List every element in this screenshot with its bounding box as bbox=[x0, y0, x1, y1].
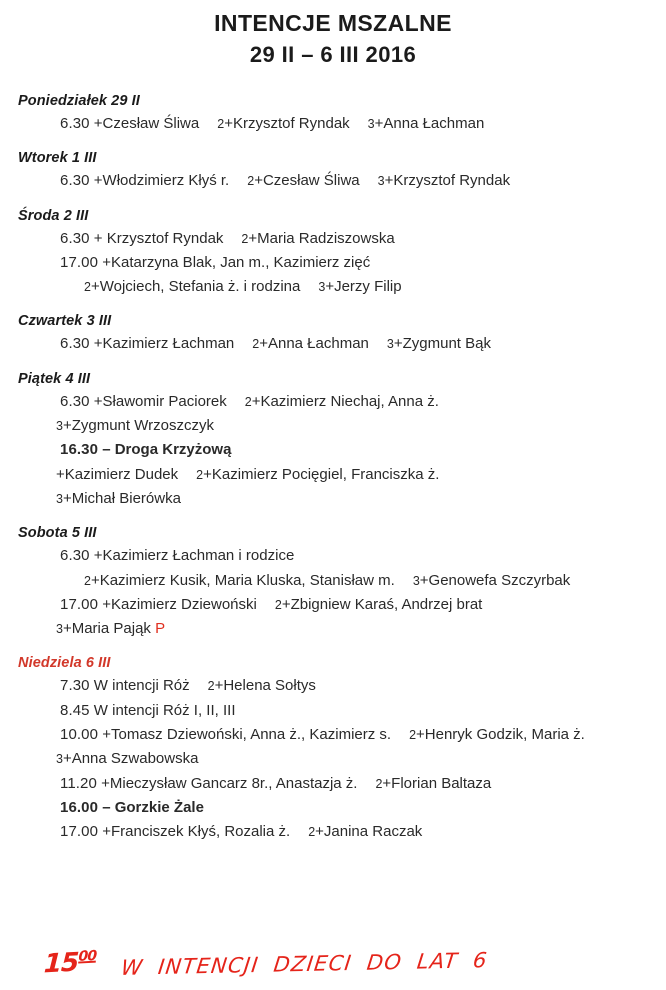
mass-entry bbox=[56, 487, 666, 511]
mass-entry bbox=[60, 251, 666, 275]
mass-intention: 3+Anna Szwabowska bbox=[56, 750, 199, 768]
day-section bbox=[0, 525, 666, 641]
mass-intention: 3+Genowefa Szczyrbak bbox=[412, 571, 571, 589]
mass-entry bbox=[60, 544, 666, 568]
mass-intention: +Włodzimierz Kłyś r. bbox=[93, 172, 230, 190]
intention-number: 3 bbox=[56, 419, 63, 434]
mass-entry bbox=[60, 169, 666, 193]
intention-number: 2 bbox=[84, 573, 91, 588]
intention-number: 2 bbox=[217, 116, 225, 131]
mass-entry bbox=[84, 569, 666, 593]
mass-entry bbox=[60, 593, 666, 617]
mass-intention: 2+Janina Raczak bbox=[308, 823, 423, 841]
mass-intention: 2+Czesław Śliwa bbox=[247, 172, 360, 190]
mass-intention: 2+Kazimierz Pocięgiel, Franciszka ż. bbox=[196, 465, 440, 483]
day-section bbox=[0, 655, 666, 844]
day-heading: Czwartek 3 III bbox=[18, 313, 112, 330]
day-heading: Piątek 4 III bbox=[18, 370, 91, 387]
mass-entry bbox=[84, 275, 666, 299]
mass-entry bbox=[60, 820, 666, 844]
mass-intention: 3+Michał Bierówka bbox=[56, 489, 181, 507]
mass-intention: 2+Zbigniew Karaś, Andrzej brat bbox=[274, 595, 483, 613]
day-heading: Środa 2 III bbox=[18, 207, 89, 224]
intention-number: 3 bbox=[318, 280, 326, 295]
mass-entry bbox=[60, 332, 666, 356]
mass-entry bbox=[60, 438, 666, 462]
mass-intention: 3+Zygmunt Bąk bbox=[386, 335, 491, 353]
mass-intention: +Czesław Śliwa bbox=[93, 114, 200, 132]
intention-number: 2 bbox=[84, 280, 91, 295]
intention-number: 3 bbox=[56, 752, 63, 767]
mass-time: 8.45 bbox=[60, 701, 90, 719]
mass-intention: +Sławomir Paciorek bbox=[93, 392, 227, 410]
mass-entry bbox=[56, 617, 666, 641]
intention-number: 2 bbox=[252, 337, 260, 352]
mass-entry bbox=[60, 390, 666, 414]
day-heading: Wtorek 1 III bbox=[18, 150, 97, 167]
mass-intention: W intencji Róż I, II, III bbox=[93, 701, 236, 719]
mass-intention: – Droga Krzyżową bbox=[102, 441, 232, 459]
day-section bbox=[0, 93, 666, 136]
mass-entry bbox=[60, 699, 666, 723]
mass-intention: +Kazimierz Dudek bbox=[56, 465, 179, 483]
mass-intention: 2+Maria Radziszowska bbox=[241, 229, 395, 247]
intention-number: 2 bbox=[274, 597, 282, 612]
intention-number: 3 bbox=[56, 622, 63, 637]
mass-intention: +Mieczysław Gancarz 8r., Anastazja ż. bbox=[101, 774, 358, 792]
mass-intention: 3+Krzysztof Ryndak bbox=[377, 172, 511, 190]
mass-intention: 2+Henryk Godzik, Maria ż. bbox=[409, 725, 585, 743]
mass-intention: +Katarzyna Blak, Jan m., Kazimierz zięć bbox=[102, 253, 371, 271]
mass-intention: – Gorzkie Żale bbox=[102, 798, 204, 816]
mass-intention: +Kazimierz Łachman bbox=[93, 335, 235, 353]
handwritten-note bbox=[44, 948, 487, 978]
intention-number: 3 bbox=[377, 174, 385, 189]
mass-entry bbox=[56, 414, 666, 438]
handwritten-text: W INTENCJI DZIECI DO LAT 6 bbox=[119, 948, 489, 980]
mass-time: 6.30 bbox=[60, 392, 90, 410]
mass-intention: 3+Maria Pająk bbox=[56, 620, 151, 638]
page-subtitle: 29 II – 6 III 2016 bbox=[249, 42, 417, 68]
mass-intention: W intencji Róż bbox=[93, 677, 190, 695]
mass-intention: 2+Krzysztof Ryndak bbox=[217, 114, 350, 132]
mass-time: 16.30 bbox=[60, 441, 99, 459]
mass-entry bbox=[56, 463, 666, 487]
mass-intention: 2+Anna Łachman bbox=[252, 335, 369, 353]
mass-time: 6.30 bbox=[60, 335, 90, 353]
mass-entry bbox=[60, 227, 666, 251]
intention-number: 3 bbox=[56, 491, 63, 506]
intention-number: 3 bbox=[367, 116, 375, 131]
intention-number: 2 bbox=[241, 231, 249, 246]
mass-intention: 2+Kazimierz Niechaj, Anna ż. bbox=[244, 392, 439, 410]
day-heading: Poniedziałek 29 II bbox=[18, 92, 140, 109]
mass-entry bbox=[60, 723, 666, 747]
day-section bbox=[0, 371, 666, 511]
handwritten-time bbox=[43, 947, 96, 980]
schedule-list bbox=[0, 93, 666, 845]
intention-number: 2 bbox=[409, 727, 417, 742]
intention-number: 2 bbox=[196, 467, 204, 482]
mass-time: 6.30 bbox=[60, 547, 90, 565]
intention-number: 2 bbox=[375, 776, 383, 791]
mass-intention: +Franciszek Kłyś, Rozalia ż. bbox=[102, 823, 291, 841]
mass-time: 17.00 bbox=[60, 823, 99, 841]
mass-entry bbox=[56, 747, 666, 771]
mass-entry bbox=[60, 772, 666, 796]
intention-number: 2 bbox=[247, 174, 255, 189]
title-block bbox=[0, 0, 666, 71]
mass-intention: 3+Jerzy Filip bbox=[318, 278, 402, 296]
handwritten-time-minutes: 00 bbox=[78, 948, 97, 965]
mass-intention: 3+Zygmunt Wrzoszczyk bbox=[56, 417, 214, 435]
mass-intention: 2+Helena Sołtys bbox=[207, 677, 316, 695]
day-heading: Sobota 5 III bbox=[18, 525, 97, 542]
mass-entry bbox=[60, 674, 666, 698]
intention-number: 2 bbox=[207, 679, 215, 694]
mass-time: 7.30 bbox=[60, 677, 90, 695]
mass-time: 6.30 bbox=[60, 114, 90, 132]
page-title: INTENCJE MSZALNE bbox=[214, 10, 452, 36]
day-section bbox=[0, 208, 666, 300]
mass-time: 17.00 bbox=[60, 595, 99, 613]
intention-number: 2 bbox=[244, 394, 252, 409]
mass-time: 11.20 bbox=[60, 774, 97, 792]
mass-intention: +Kazimierz Dziewoński bbox=[102, 595, 257, 613]
day-section bbox=[0, 150, 666, 193]
handwritten-time-main: 15 bbox=[43, 947, 80, 980]
day-heading: Niedziela 6 III bbox=[18, 655, 111, 672]
mass-entry bbox=[60, 796, 666, 820]
mass-entry bbox=[60, 112, 666, 136]
mass-intention: +Tomasz Dziewoński, Anna ż., Kazimierz s. bbox=[102, 725, 392, 743]
intention-number: 3 bbox=[412, 573, 420, 588]
mass-time: 17.00 bbox=[60, 253, 99, 271]
day-section bbox=[0, 313, 666, 356]
mass-intention: 2+Florian Baltaza bbox=[375, 774, 492, 792]
mass-time: 10.00 bbox=[60, 725, 99, 743]
mass-time: 6.30 bbox=[60, 229, 90, 247]
mass-intention: 2+Kazimierz Kusik, Maria Kluska, Stanisław m. bbox=[84, 571, 395, 589]
mass-time: 16.00 bbox=[60, 798, 99, 816]
intention-number: 2 bbox=[308, 825, 316, 840]
mass-time: 6.30 bbox=[60, 172, 90, 190]
intention-number: 3 bbox=[386, 337, 394, 352]
mass-intention: 2+Wojciech, Stefania ż. i rodzina bbox=[84, 278, 301, 296]
intention-mark: P bbox=[155, 620, 166, 638]
mass-intention: 3+Anna Łachman bbox=[367, 114, 485, 132]
mass-intention: + Krzysztof Ryndak bbox=[93, 229, 224, 247]
mass-intention: +Kazimierz Łachman i rodzice bbox=[93, 547, 295, 565]
